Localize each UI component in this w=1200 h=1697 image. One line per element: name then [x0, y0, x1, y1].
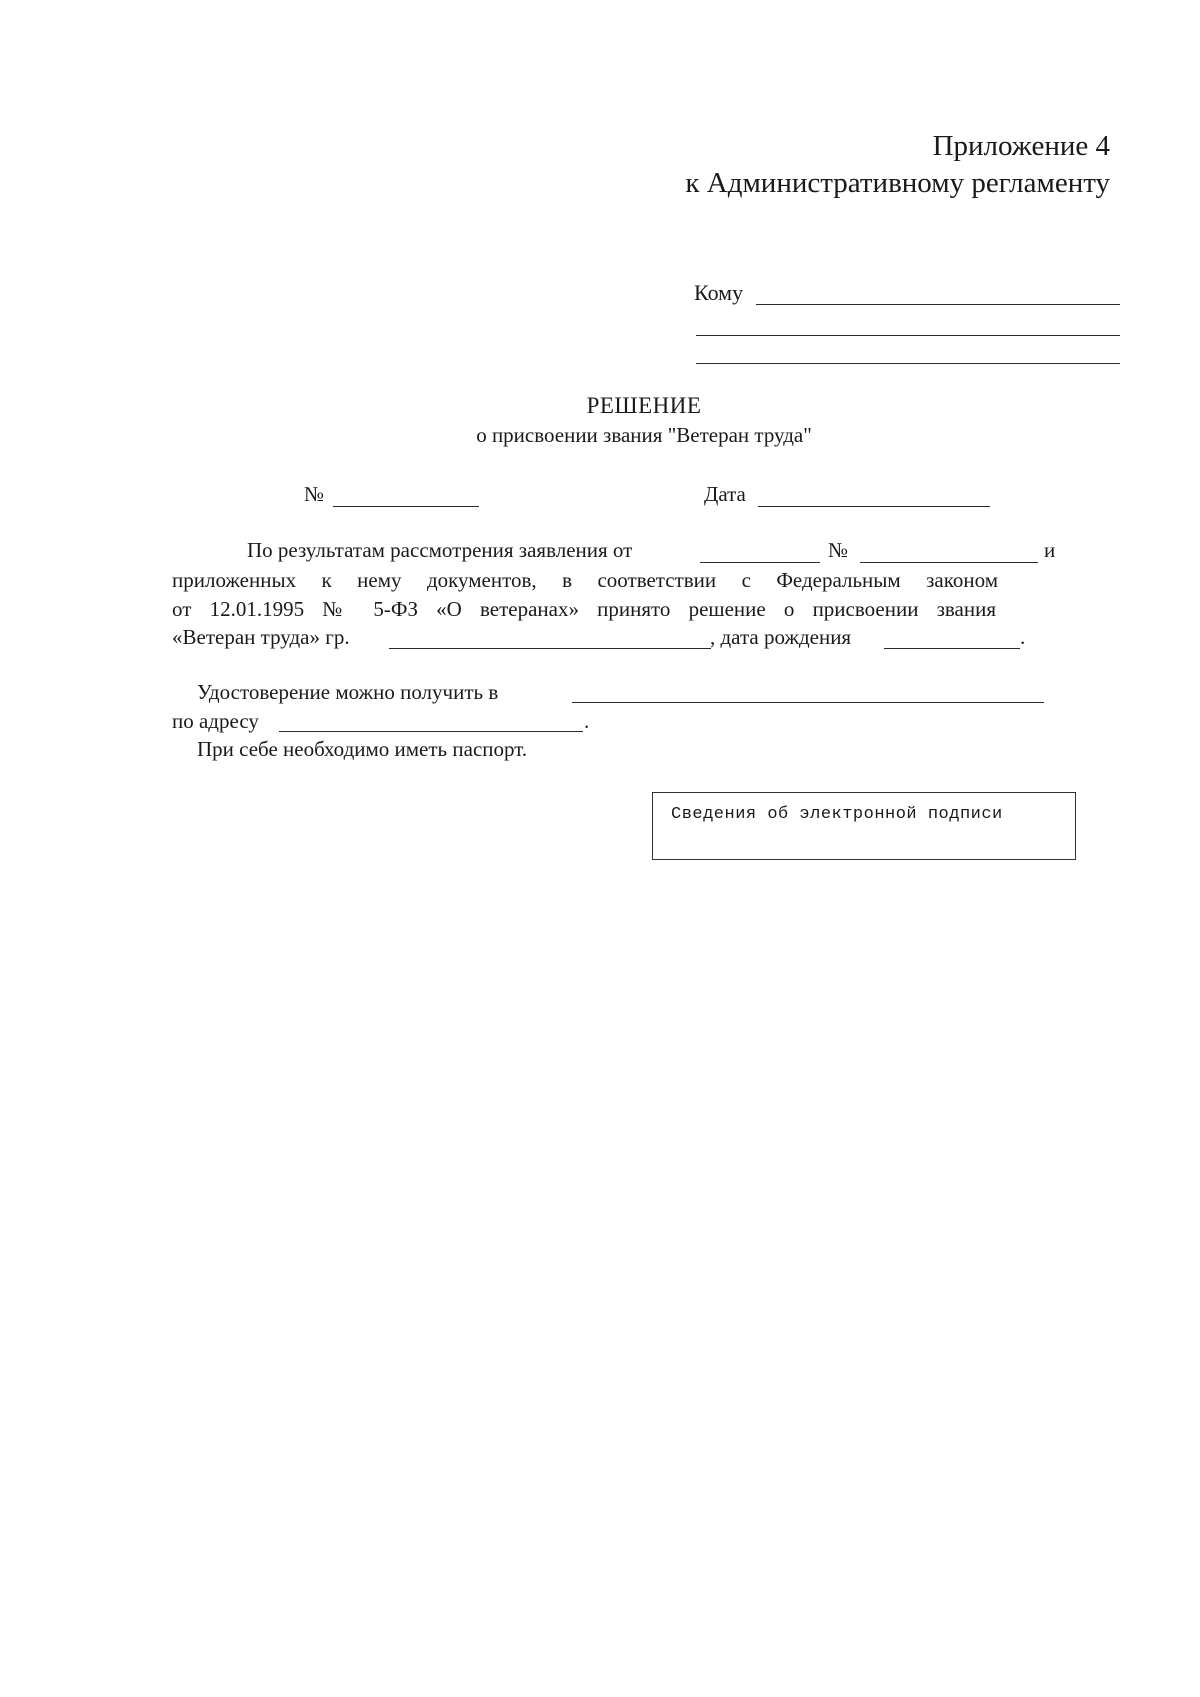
- body-line-1-number-label: №: [828, 538, 849, 562]
- number-line: [333, 506, 479, 507]
- body-line-1-start: По результатам рассмотрения заявления от: [247, 538, 633, 562]
- body-line-3: от 12.01.1995 № 5-ФЗ «О ветеранах» принято решение о присвоении звания: [172, 597, 996, 621]
- recipient-line-3: [696, 363, 1120, 364]
- body-line-2: приложенных к нему документов, в соответствии с Федеральным законом: [172, 568, 998, 592]
- citizen-name-line: [389, 648, 711, 649]
- decision-subtitle: о присвоении звания "Ветеран труда": [476, 423, 812, 447]
- date-line: [758, 506, 990, 507]
- recipient-line-1: [756, 304, 1120, 305]
- certificate-line-1: Удостоверение можно получить в: [197, 680, 499, 704]
- birth-date-label: , дата рождения: [710, 625, 852, 649]
- body-line-1-end: и: [1044, 538, 1056, 562]
- application-number-line: [860, 562, 1038, 563]
- number-label: №: [304, 482, 325, 506]
- electronic-signature-label: Сведения об электронной подписи: [671, 805, 1003, 824]
- certificate-address-line: [279, 731, 583, 732]
- certificate-line-2-end: .: [584, 709, 590, 733]
- certificate-address-label: по адресу: [172, 709, 259, 733]
- passport-note: При себе необходимо иметь паспорт.: [197, 737, 528, 761]
- electronic-signature-box: [652, 792, 1076, 860]
- recipient-line-2: [696, 335, 1120, 336]
- birth-date-line: [884, 648, 1020, 649]
- decision-title: РЕШЕНИЕ: [586, 393, 702, 418]
- date-label: Дата: [704, 482, 746, 506]
- body-line-4-end: .: [1020, 625, 1026, 649]
- certificate-place-line: [572, 702, 1044, 703]
- body-line-4-start: «Ветеран труда» гр.: [172, 625, 350, 649]
- appendix-title: Приложение 4: [932, 130, 1110, 162]
- recipient-label: Кому: [694, 280, 744, 305]
- application-date-line: [700, 562, 820, 563]
- appendix-subtitle: к Административному регламенту: [685, 167, 1110, 199]
